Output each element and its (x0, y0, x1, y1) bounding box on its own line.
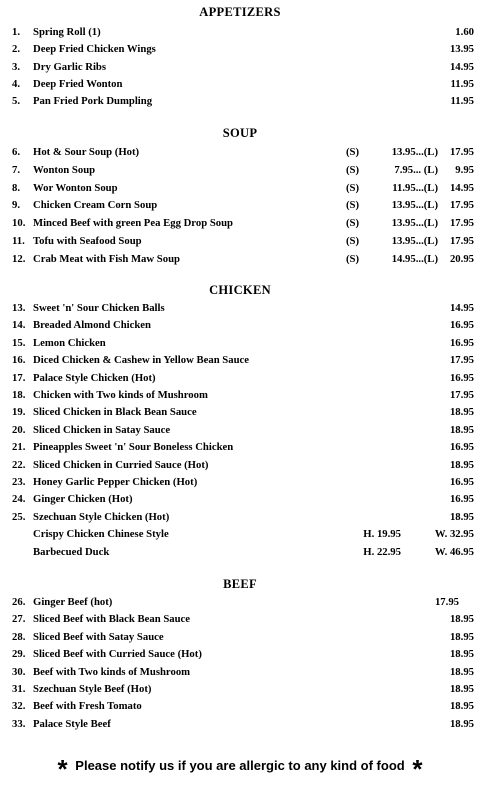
item-number: 26. (12, 596, 26, 608)
item-price: 17.95 (449, 354, 474, 367)
item-price: 13.95 (449, 43, 474, 56)
whole-price: W. 32.95 (434, 528, 474, 541)
size-small-label: (S) (346, 199, 360, 212)
section-title-appetizers: APPETIZERS (199, 5, 281, 19)
item-name: Breaded Almond Chicken (33, 319, 151, 332)
item-number: 8. (12, 181, 21, 194)
item-name: Ginger Chicken (Hot) (33, 493, 133, 506)
item-price: 16.95 (449, 441, 474, 454)
item-price: 18.95 (449, 700, 474, 713)
item-number: 10. (12, 217, 26, 230)
item-price: 14.95 (449, 302, 474, 314)
menu-item-row (12, 76, 474, 93)
item-number: 21. (12, 441, 26, 454)
menu-item-row (12, 251, 474, 268)
item-number: 29. (12, 648, 26, 661)
menu-item-row (12, 716, 474, 733)
menu-item-row (12, 681, 474, 698)
item-price: 16.95 (449, 371, 474, 384)
small-price: 11.95...(L) (392, 181, 438, 194)
item-name: Tofu with Seafood Soup (33, 235, 142, 247)
item-name: Wonton Soup (33, 163, 96, 176)
item-number: 16. (12, 354, 26, 367)
size-small-label: (S) (346, 146, 360, 158)
item-number: 12. (12, 252, 26, 265)
item-number: 18. (12, 389, 26, 401)
menu-item-row (12, 233, 474, 250)
item-name: Wor Wonton Soup (33, 181, 118, 194)
menu-item-row (12, 526, 474, 543)
large-price: 17.95 (449, 199, 474, 212)
item-name: Sliced Chicken in Satay Sauce (33, 423, 171, 436)
item-name: Chicken with Two kinds of Mushroom (33, 389, 208, 401)
menu-item-row (12, 629, 474, 646)
item-price: 16.95 (449, 319, 474, 332)
item-number: 17. (12, 371, 26, 384)
menu-item-row (12, 162, 474, 179)
item-name: Ginger Beef (hot) (33, 596, 113, 608)
item-name: Pineapples Sweet 'n' Sour Boneless Chicken (33, 441, 234, 454)
menu-item-row (12, 698, 474, 715)
item-price: 18.95 (449, 510, 474, 523)
item-name: Beef with Two kinds of Mushroom (33, 665, 191, 678)
menu-item-row (12, 41, 474, 58)
menu-item-row (12, 300, 474, 317)
menu-item-row (12, 387, 474, 404)
item-number: 22. (12, 458, 26, 471)
size-small-label: (S) (346, 252, 360, 265)
item-name: Palace Style Beef (33, 717, 111, 730)
item-number: 7. (12, 163, 21, 176)
menu-item-row (12, 335, 474, 352)
item-name: Pan Fried Pork Dumpling (33, 95, 153, 108)
large-price: 17.95 (449, 146, 474, 158)
item-name: Szechuan Style Beef (Hot) (33, 683, 152, 695)
size-small-label: (S) (346, 163, 360, 176)
item-name: Palace Style Chicken (Hot) (33, 371, 156, 384)
asterisk-icon: * (412, 754, 423, 784)
item-number: 24. (12, 493, 26, 506)
item-number: 5. (12, 95, 21, 108)
large-price: 14.95 (449, 181, 474, 194)
menu-item-row (12, 215, 474, 232)
item-price: 11.95 (450, 95, 474, 108)
item-price: 18.95 (449, 683, 474, 695)
menu-item-row (12, 180, 474, 197)
menu-item-row (12, 611, 474, 628)
item-price: 18.95 (449, 423, 474, 436)
item-name: Minced Beef with green Pea Egg Drop Soup (33, 217, 233, 230)
item-name: Chicken Cream Corn Soup (33, 199, 158, 212)
item-price: 16.95 (449, 336, 474, 349)
item-name: Hot & Sour Soup (Hot) (33, 146, 140, 158)
item-number: 33. (12, 717, 26, 730)
menu-item-row (12, 370, 474, 387)
item-number: 27. (12, 613, 26, 626)
item-number: 30. (12, 665, 26, 678)
item-number: 15. (12, 336, 26, 349)
section-title-beef: BEEF (223, 577, 257, 591)
large-price: 17.95 (449, 235, 474, 247)
item-number: 19. (12, 406, 26, 419)
item-number: 32. (12, 700, 26, 713)
menu-item-row (12, 93, 474, 110)
item-price: 16.95 (449, 476, 474, 488)
item-price: 18.95 (449, 458, 474, 471)
asterisk-icon: * (57, 754, 68, 784)
menu-item-row (12, 509, 474, 526)
item-price: 1.60 (455, 26, 474, 38)
item-number: 1. (12, 26, 21, 38)
half-price: H. 22.95 (363, 545, 401, 558)
menu-item-row (12, 474, 474, 491)
section-title-chicken: CHICKEN (209, 283, 271, 297)
item-number: 13. (12, 302, 26, 314)
small-price: 7.95... (L) (394, 163, 438, 176)
menu-item-row (12, 197, 474, 214)
item-name: Spring Roll (1) (33, 26, 101, 38)
item-number: 28. (12, 630, 26, 643)
item-number: 9. (12, 199, 21, 212)
menu-item-row (12, 457, 474, 474)
menu-item-row (12, 664, 474, 681)
item-name: Crab Meat with Fish Maw Soup (33, 252, 180, 265)
item-name: Sliced Chicken in Curried Sauce (Hot) (33, 458, 209, 471)
item-name: Deep Fried Chicken Wings (33, 43, 156, 56)
item-price: 18.95 (449, 406, 474, 419)
large-price: 9.95 (455, 163, 474, 176)
item-name: Sweet 'n' Sour Chicken Balls (33, 302, 165, 314)
item-number: 6. (12, 146, 21, 158)
item-name: Lemon Chicken (33, 336, 106, 349)
item-number: 25. (12, 510, 26, 523)
menu-item-row (12, 439, 474, 456)
half-price: H. 19.95 (363, 528, 401, 541)
item-price: 16.95 (449, 493, 474, 506)
item-price: 17.95 (434, 596, 459, 608)
item-price: 18.95 (449, 630, 474, 643)
item-name: Beef with Fresh Tomato (33, 700, 142, 713)
item-price: 14.95 (449, 60, 474, 73)
item-name: Sliced Beef with Satay Sauce (33, 630, 164, 643)
small-price: 14.95...(L) (391, 252, 438, 265)
section-title-soup: SOUP (222, 126, 258, 140)
size-small-label: (S) (346, 235, 360, 247)
small-price: 13.95...(L) (391, 199, 438, 212)
item-name: Szechuan Style Chicken (Hot) (33, 510, 170, 523)
menu-item-row (12, 422, 474, 439)
item-price: 18.95 (449, 717, 474, 730)
item-price: 18.95 (449, 648, 474, 661)
item-price: 18.95 (449, 613, 474, 626)
item-number: 4. (12, 77, 21, 90)
large-price: 17.95 (449, 217, 474, 230)
menu-item-row (12, 544, 474, 561)
item-name: Dry Garlic Ribs (33, 60, 107, 73)
menu-item-row (12, 352, 474, 369)
item-number: 20. (12, 423, 26, 436)
item-name: Sliced Chicken in Black Bean Sauce (33, 406, 197, 419)
item-price: 18.95 (449, 665, 474, 678)
small-price: 13.95...(L) (391, 217, 438, 230)
menu-item-row (12, 59, 474, 76)
item-name: Barbecued Duck (33, 545, 110, 558)
item-number: 23. (12, 476, 26, 488)
item-name: Sliced Beef with Black Bean Sauce (33, 613, 191, 626)
menu-item-row (12, 594, 474, 611)
menu-item-row (12, 24, 474, 41)
size-small-label: (S) (346, 181, 360, 194)
item-price: 17.95 (449, 389, 474, 401)
item-name: Crispy Chicken Chinese Style (33, 528, 169, 541)
menu-item-row (12, 646, 474, 663)
item-name: Honey Garlic Pepper Chicken (Hot) (33, 476, 198, 488)
item-name: Deep Fried Wonton (33, 77, 123, 90)
whole-price: W. 46.95 (434, 545, 474, 558)
item-price: 11.95 (450, 77, 474, 90)
allergy-notice (0, 754, 480, 784)
small-price: 13.95...(L) (391, 235, 438, 247)
menu-item-row (12, 404, 474, 421)
large-price: 20.95 (449, 252, 474, 265)
item-number: 3. (12, 60, 21, 73)
menu-item-row (12, 491, 474, 508)
item-name: Sliced Beef with Curried Sauce (Hot) (33, 648, 202, 661)
small-price: 13.95...(L) (391, 146, 438, 158)
menu-item-row (12, 144, 474, 161)
item-number: 11. (12, 235, 25, 247)
item-name: Diced Chicken & Cashew in Yellow Bean Sauce (33, 354, 250, 367)
allergy-notice-text: Please notify us if you are allergic to any kind of food (75, 758, 405, 773)
size-small-label: (S) (346, 217, 360, 230)
item-number: 31. (12, 683, 26, 695)
menu-item-row (12, 317, 474, 334)
item-number: 2. (12, 43, 21, 56)
item-number: 14. (12, 319, 26, 332)
